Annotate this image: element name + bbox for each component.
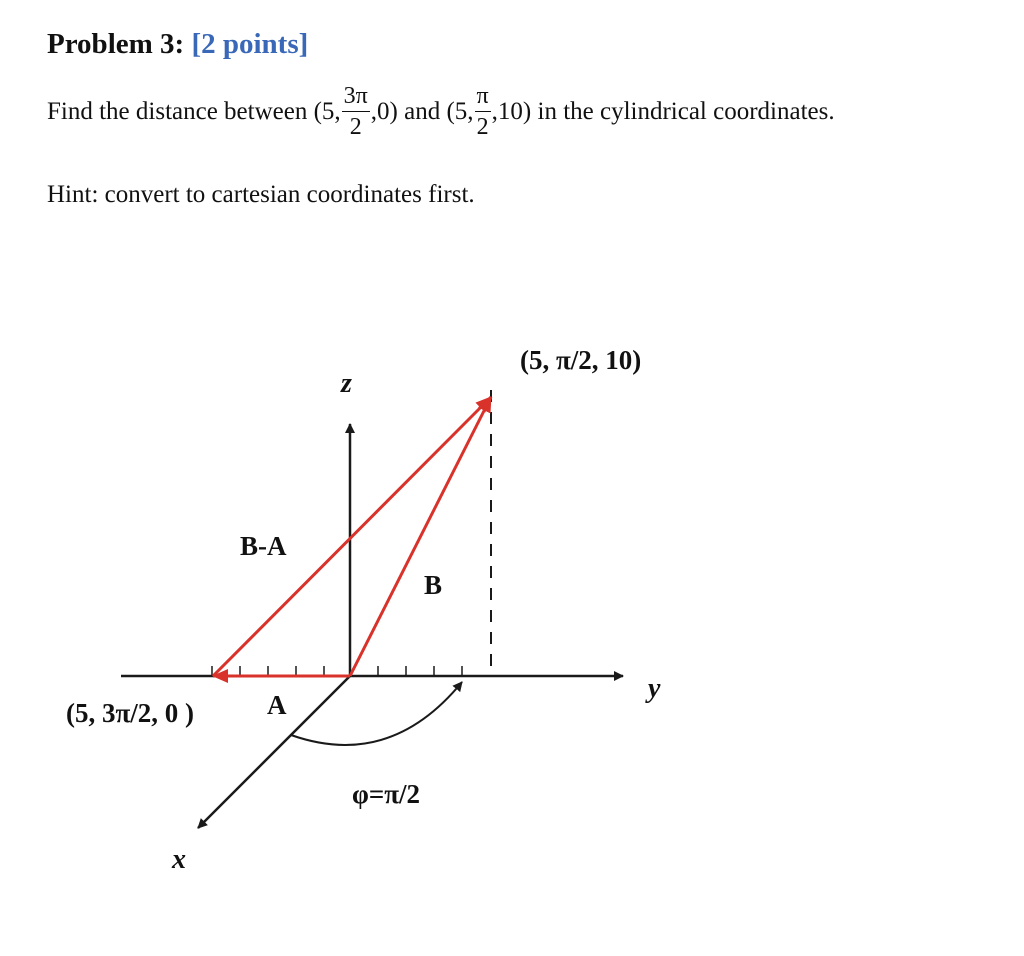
- vector-b: [350, 397, 491, 676]
- point-a-coordinates: (5, 3π/2, 0 ): [66, 698, 195, 728]
- y-axis-label: y: [648, 673, 661, 704]
- problem-points: [2 points]: [191, 28, 309, 60]
- fraction-numerator: 3π: [343, 83, 368, 109]
- question-text-middle: ,0) and (5,: [370, 97, 474, 125]
- fraction-numerator: π: [476, 83, 489, 109]
- angle-arc: [291, 682, 462, 745]
- vector-a-label: A: [267, 690, 287, 720]
- point-b-coordinates: (5, π/2, 10): [520, 345, 642, 375]
- x-axis-label: x: [172, 844, 186, 875]
- z-axis-label: z: [341, 368, 352, 399]
- question-text-start: Find the distance between (5,: [47, 97, 341, 125]
- vector-b-minus-a-label: B-A: [240, 531, 287, 561]
- question-text-end: ,10) in the cylindrical coordinates.: [491, 97, 835, 125]
- vector-b-label: B: [424, 570, 443, 600]
- hint-text: Hint: convert to cartesian coordinates first.: [47, 181, 475, 208]
- fraction-denominator: 2: [475, 111, 491, 139]
- fraction-denominator: 2: [342, 111, 370, 139]
- problem-title: Problem 3:: [47, 28, 185, 60]
- angle-label: φ=π/2: [352, 779, 421, 809]
